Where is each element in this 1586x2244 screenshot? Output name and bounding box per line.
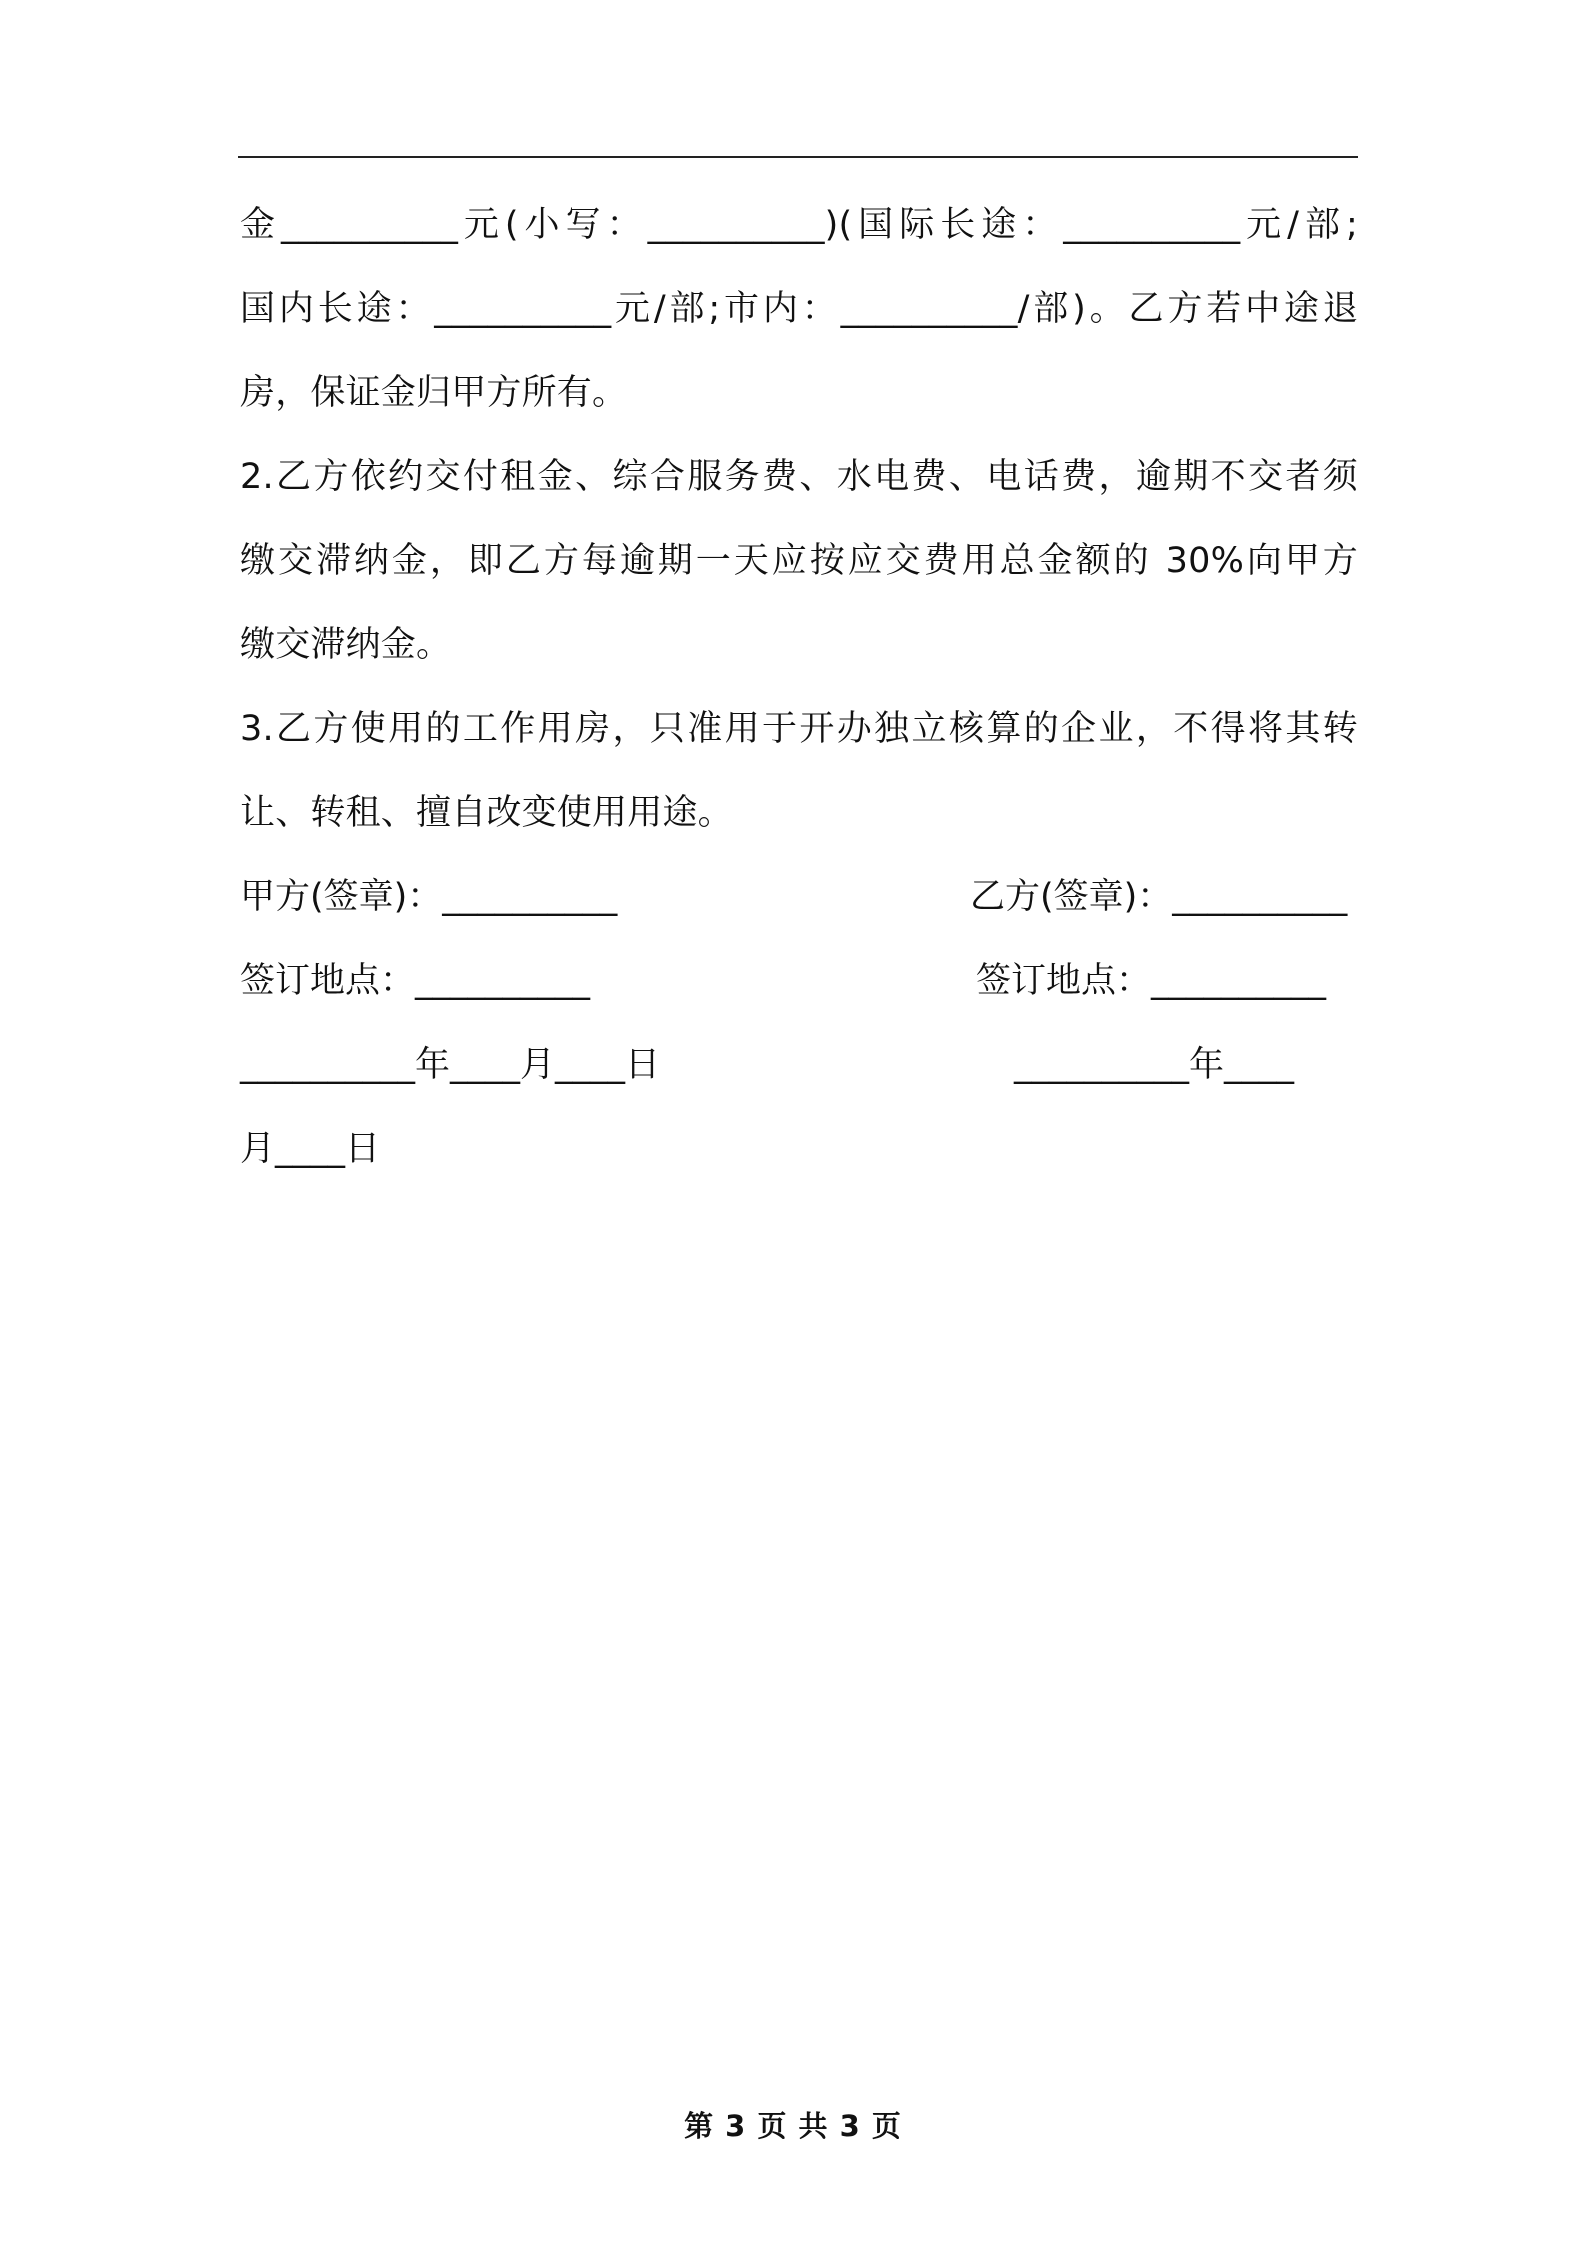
signing-place-row (240, 961, 1358, 1006)
page-footer: 第 3 页 共 3 页 (684, 2109, 902, 2143)
party-b-date-field-part1: __________年____ (1014, 1045, 1295, 1085)
party-a-signature-field: 甲方(签章)：__________ (240, 877, 618, 917)
header-divider (238, 156, 1358, 158)
body-line-5: 缴交滞纳金，即乙方每逾期一天应按应交费用总金额的 30%向甲方 (240, 541, 1358, 581)
body-line-3: 房，保证金归甲方所有。 (240, 373, 628, 413)
party-b-signing-place-field: 签订地点：__________ (976, 961, 1327, 1001)
body-line-4: 2.乙方依约交付租金、综合服务费、水电费、电话费，逾期不交者须 (240, 457, 1358, 497)
party-a-signing-place-field: 签订地点：__________ (240, 961, 591, 1001)
body-line-6: 缴交滞纳金。 (240, 625, 452, 665)
body-line-8: 让、转租、擅自改变使用用途。 (240, 793, 733, 833)
party-a-date-field: __________年____月____日 (240, 1045, 661, 1085)
body-line-7: 3.乙方使用的工作用房，只准用于开办独立核算的企业，不得将其转 (240, 709, 1358, 749)
party-b-date-field-part2: 月____日 (240, 1129, 381, 1169)
signing-date-continuation-row (240, 1129, 1358, 1174)
body-line-2: 国内长途：__________元/部;市内：__________/部)。乙方若中途退 (240, 289, 1358, 329)
signature-row (240, 877, 1358, 922)
body-line-1: 金__________元(小写：__________)(国际长途：__________元/部; (240, 205, 1358, 245)
party-b-signature-field: 乙方(签章)：__________ (970, 877, 1348, 917)
signing-date-row (240, 1045, 1358, 1090)
